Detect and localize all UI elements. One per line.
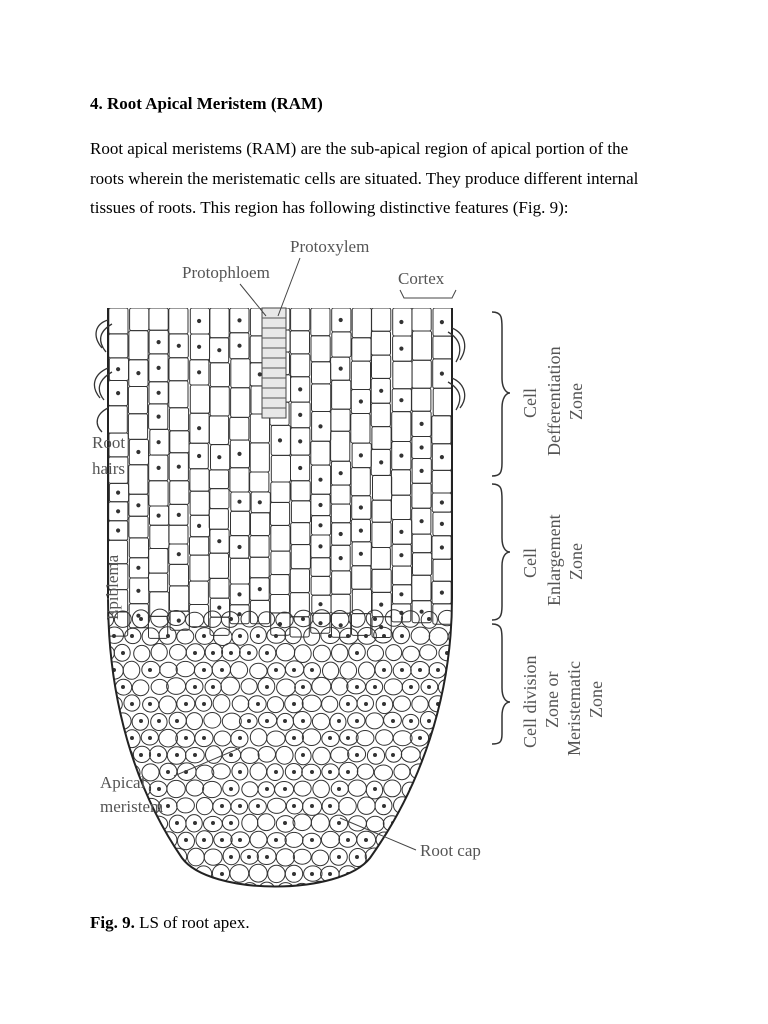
label-apical-meristem-2: meristem <box>100 797 164 816</box>
label-root-hairs-2: hairs <box>92 459 126 478</box>
label-root-hairs-1: Root <box>92 433 126 452</box>
figure-number: Fig. 9. <box>90 913 135 932</box>
svg-text:Zone: Zone <box>566 383 586 420</box>
svg-text:Enlargement: Enlargement <box>544 514 564 606</box>
label-protoxylem: Protoxylem <box>290 237 370 256</box>
paragraph-line-2: roots wherein the meristematic cells are situated. They produce different internal <box>90 168 639 188</box>
body-paragraph <box>90 134 690 223</box>
svg-text:Cell: Cell <box>520 388 540 418</box>
label-protophloem: Protophloem <box>182 263 270 282</box>
svg-text:Cell division: Cell division <box>520 655 540 748</box>
zone-braces <box>492 312 510 744</box>
label-epiblema: Epiblema <box>103 554 122 620</box>
paragraph-line-1: Root apical meristems (RAM) are the sub-apical region of apical portion of the <box>90 139 629 158</box>
section-heading: 4. Root Apical Meristem (RAM) <box>90 94 323 113</box>
root-apex-figure <box>90 228 610 898</box>
svg-text:Cell: Cell <box>520 548 540 578</box>
figure-caption-text: LS of root apex. <box>134 913 250 932</box>
zone-division-label <box>520 655 606 756</box>
zone-enlargement-label <box>520 514 586 606</box>
svg-text:Zone or: Zone or <box>542 671 562 728</box>
svg-text:Zone: Zone <box>586 681 606 718</box>
vascular-strands <box>262 308 286 418</box>
svg-text:Meristematic: Meristematic <box>564 661 584 756</box>
label-cortex: Cortex <box>398 269 445 288</box>
label-root-cap: Root cap <box>420 841 481 860</box>
root-apex-illustration <box>90 228 610 898</box>
figure-caption <box>90 913 250 933</box>
svg-text:Zone: Zone <box>566 543 586 580</box>
svg-text:Defferentiation: Defferentiation <box>544 346 564 456</box>
paragraph-line-3: tissues of roots. This region has following distinctive features (Fig. 9): <box>90 198 569 217</box>
zone-differentiation-label <box>520 346 586 456</box>
label-apical-meristem-1: Apical <box>100 773 146 792</box>
